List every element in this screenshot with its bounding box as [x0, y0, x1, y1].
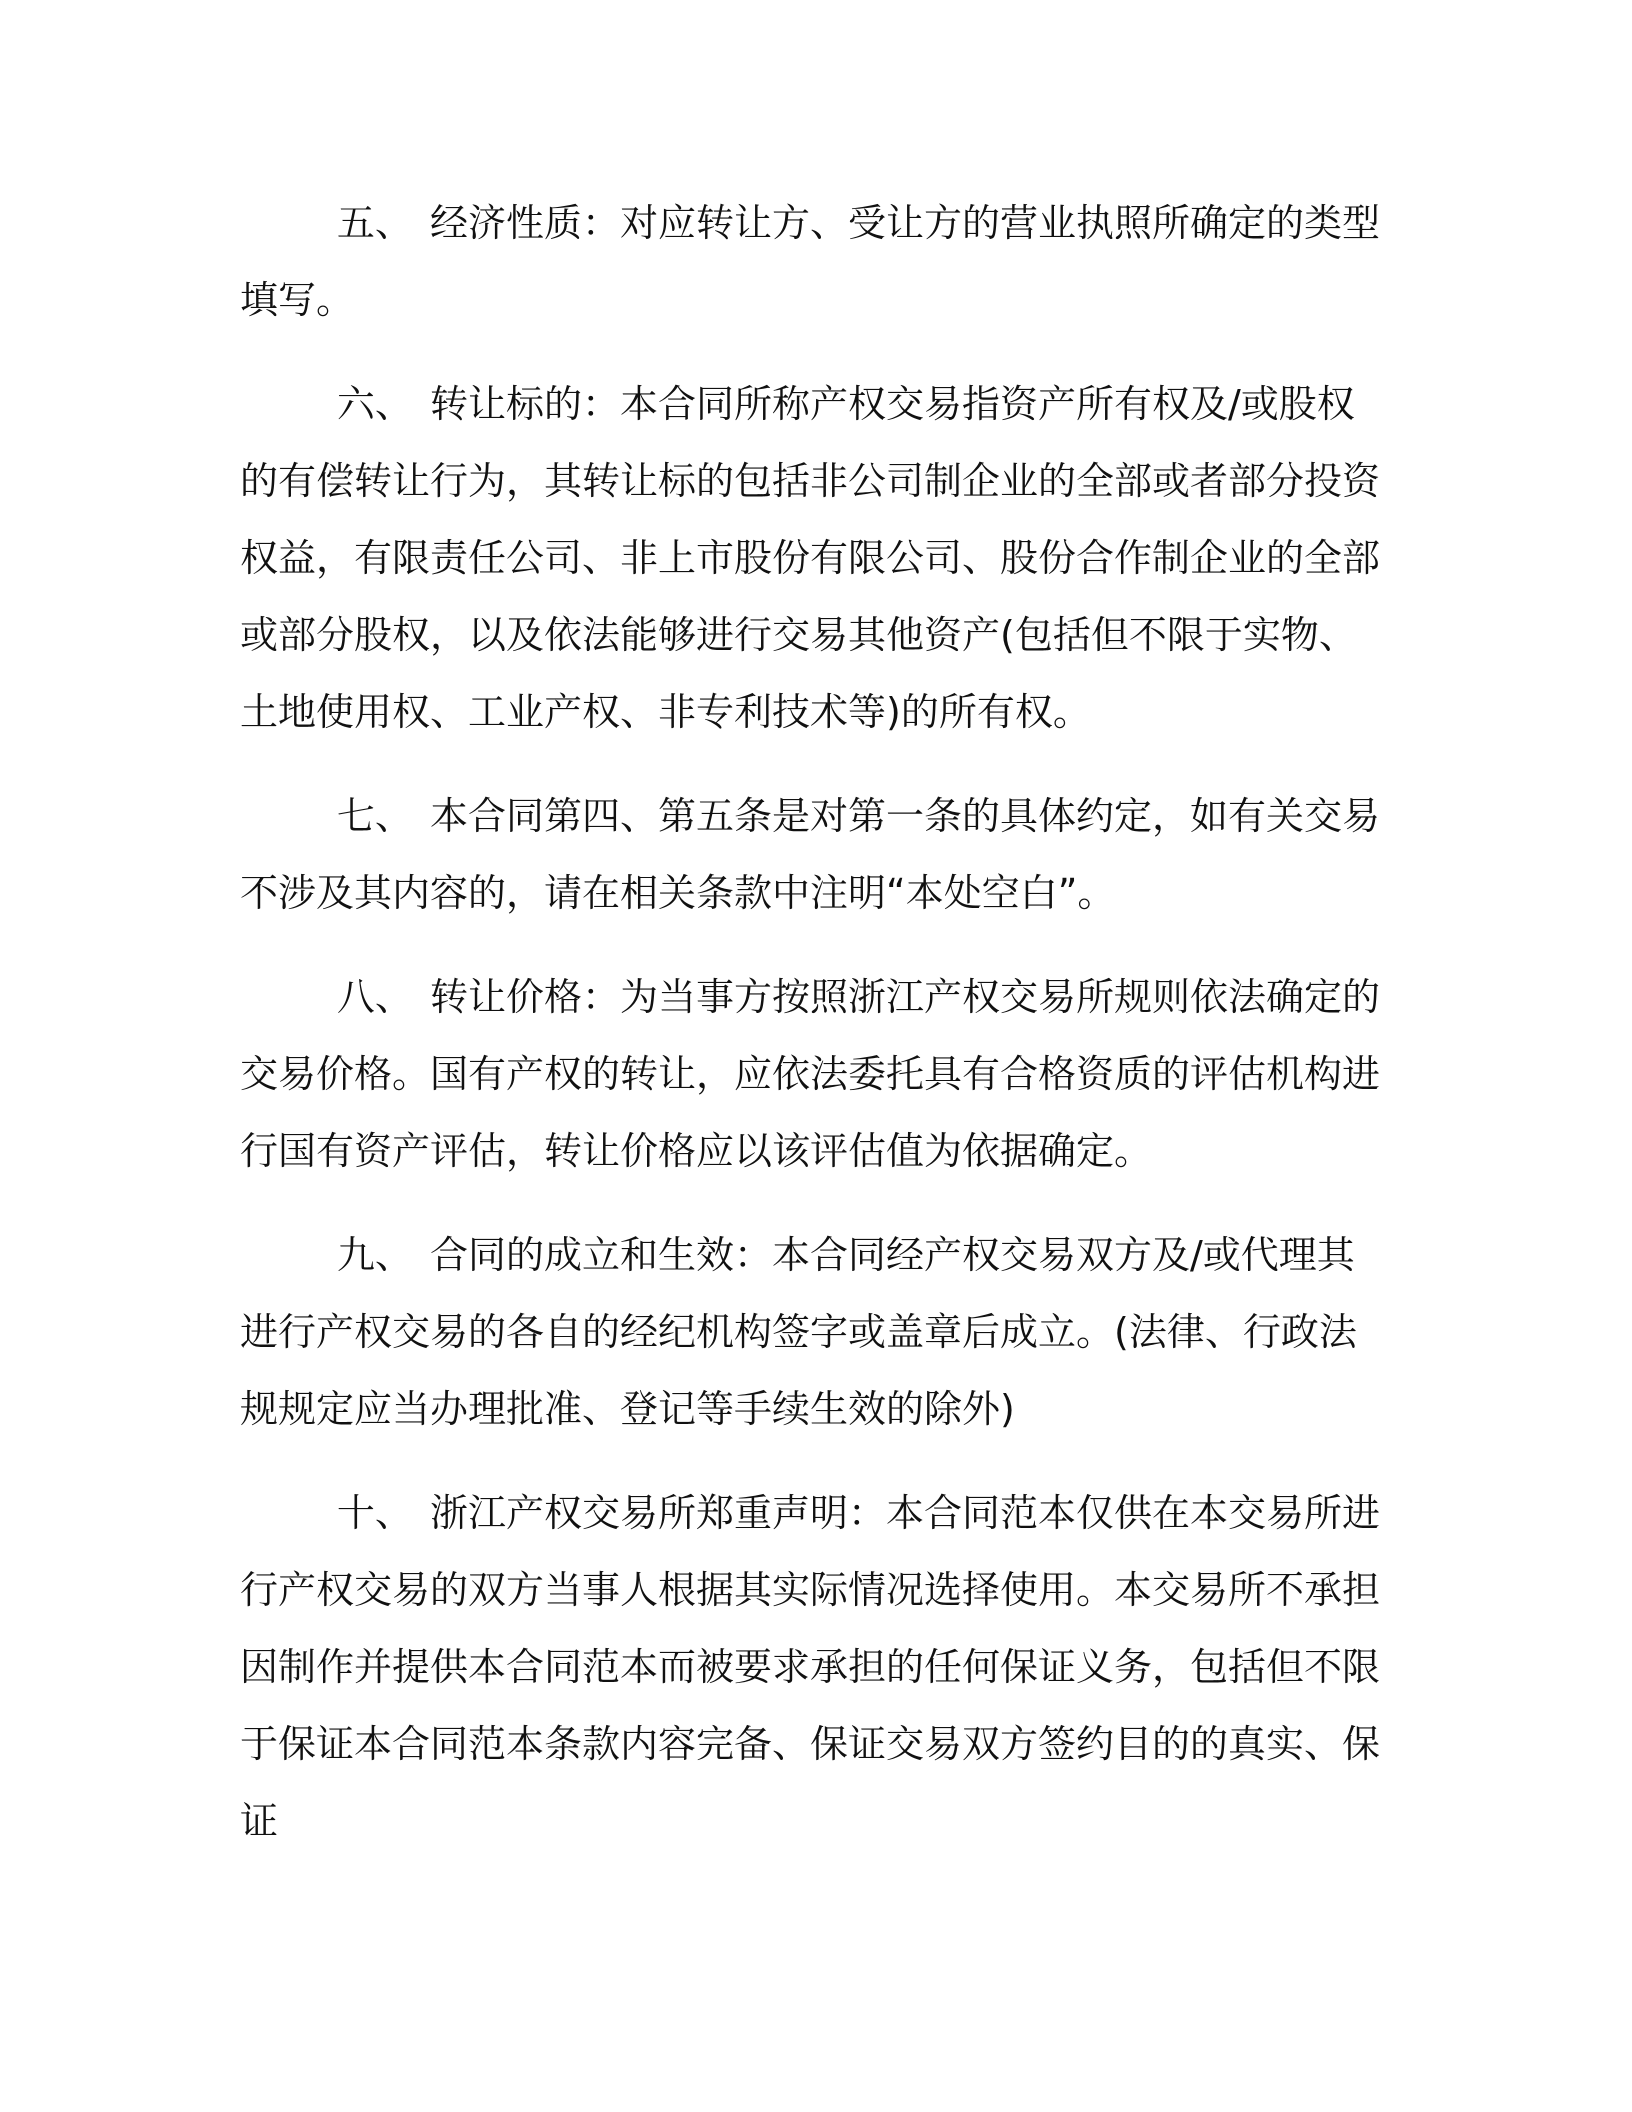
clause-8	[240, 959, 1390, 1190]
clause-text: 浙江产权交易所郑重声明：本合同范本仅供在本交易所进行产权交易的双方当事人根据其实际情况选择使用。本交易所不承担因制作并提供本合同范本而被要求承担的任何保证义务，包括但不限于保证本合同范本条款内容完备、保证交易双方签约目的的真实、保证	[240, 1491, 1381, 1843]
clause-10	[240, 1475, 1390, 1860]
clause-number: 五、	[336, 201, 413, 245]
clause-text: 转让价格：为当事方按照浙江产权交易所规则依法确定的交易价格。国有产权的转让，应依法委托具有合格资质的评估机构进行国有资产评估，转让价格应以该评估值为依据确定。	[240, 975, 1381, 1173]
clause-number: 七、	[336, 794, 413, 838]
clause-number: 十、	[336, 1491, 413, 1535]
clause-number: 八、	[336, 975, 413, 1019]
clause-6	[240, 366, 1390, 751]
clause-text: 经济性质：对应转让方、受让方的营业执照所确定的类型填写。	[240, 201, 1381, 322]
clause-number: 九、	[336, 1233, 413, 1277]
clause-5	[240, 185, 1390, 339]
clause-9	[240, 1217, 1390, 1448]
clause-text: 转让标的：本合同所称产权交易指资产所有权及/或股权的有偿转让行为，其转让标的包括非公司制企业的全部或者部分投资权益，有限责任公司、非上市股份有限公司、股份合作制企业的全部或部分股权，以及依法能够进行交易其他资产(包括但不限于实物、土地使用权、工业产权、非专利技术等)的所有权。	[240, 382, 1381, 734]
clause-7	[240, 778, 1390, 932]
document-body	[240, 185, 1390, 1860]
clause-text: 本合同第四、第五条是对第一条的具体约定，如有关交易不涉及其内容的，请在相关条款中注明“本处空白”。	[240, 794, 1381, 915]
clause-number: 六、	[336, 382, 413, 426]
clause-text: 合同的成立和生效：本合同经产权交易双方及/或代理其进行产权交易的各自的经纪机构签字或盖章后成立。(法律、行政法规规定应当办理批准、登记等手续生效的除外)	[240, 1233, 1357, 1431]
